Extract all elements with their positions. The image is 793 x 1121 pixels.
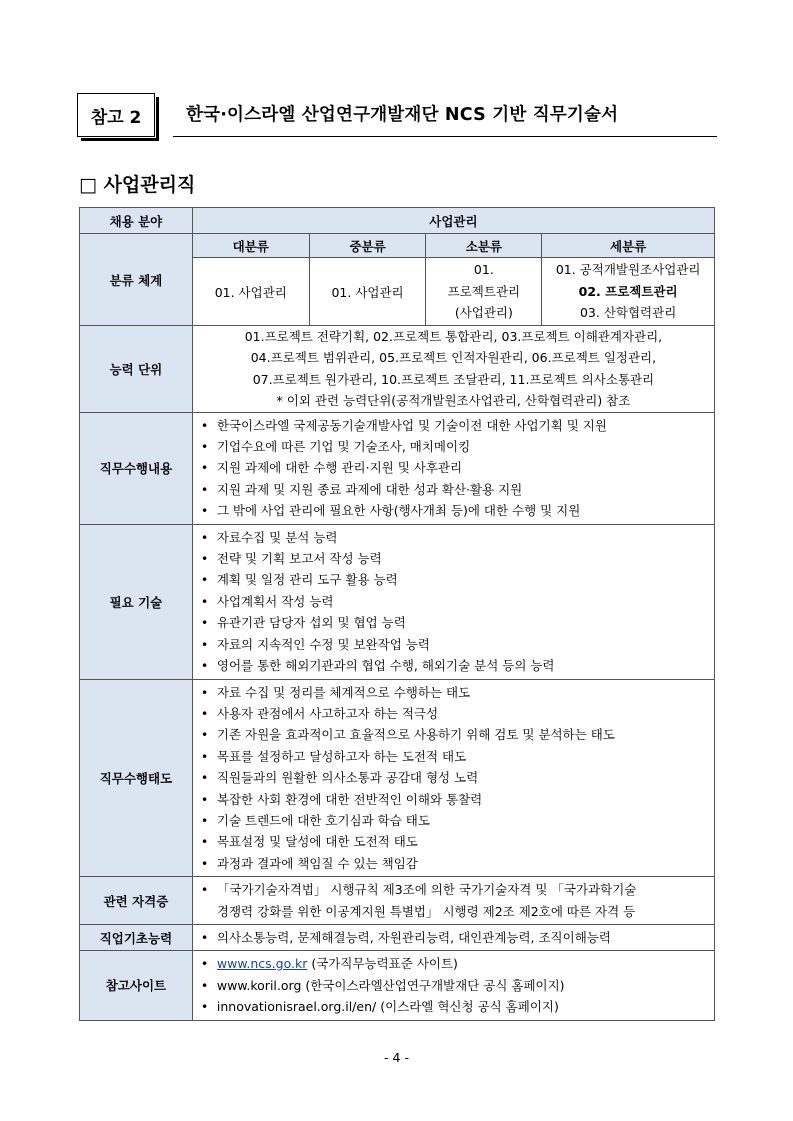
classification-header-row: [80, 234, 715, 258]
list-item: • 복잡한 사회 환경에 대한 전반적인 이해와 통찰력: [200, 791, 483, 807]
list-item: • 목표설정 및 달성에 대한 도전적 태도: [200, 834, 418, 850]
attitude-label: 직무수행태도: [80, 679, 193, 877]
cert-row: [80, 877, 715, 925]
list-item: • 직원들과의 원활한 의사소통과 공감대 형성 노력: [200, 770, 479, 786]
cert-label: 관련 자격증: [80, 877, 193, 925]
skills-label: 필요 기술: [80, 524, 193, 679]
list-item: • 과정과 결과에 책임질 수 있는 책임감: [200, 855, 418, 871]
list-item: • 지원 과제 및 지원 종료 과제에 대한 성과 확산·활용 지원: [200, 481, 523, 497]
basic-ability-value: [192, 924, 714, 950]
page-number: - 4 -: [384, 1050, 409, 1065]
class-middle-value: 01. 사업관리: [309, 258, 426, 326]
duty-list: [192, 412, 714, 524]
duty-row: [80, 412, 715, 524]
list-item: • 의사소통능력, 문제해결능력, 자원관리능력, 대인관계능력, 조직이해능력: [200, 929, 611, 945]
job-description-table: [79, 207, 715, 1021]
list-item: • 그 밖에 사업 관리에 필요한 사항(행사개최 등)에 대한 수행 및 지원: [200, 503, 581, 519]
reference-label: 참고사이트: [80, 951, 193, 1020]
list-item: • 기업수요에 따른 기업 및 기술조사, 매치메이킹: [200, 439, 471, 455]
field-value: 사업관리: [192, 208, 714, 234]
list-item: • 기술 트렌드에 대한 호기심과 학습 태도: [200, 812, 430, 828]
attitude-row: [80, 679, 715, 877]
basic-ability-label: 직업기초능력: [80, 924, 193, 950]
list-item: • 사용자 관점에서 사고하고자 하는 적극성: [200, 705, 439, 721]
class-minor-value: 01. 프로젝트관리 (사업관리): [426, 258, 542, 326]
ncs-link[interactable]: www.ncs.go.kr: [216, 956, 308, 972]
list-item: • 계획 및 일정 관리 도구 활용 능력: [200, 572, 398, 588]
class-header-minor: 소분류: [426, 234, 542, 258]
list-item: • 전략 및 기획 보고서 작성 능력: [200, 551, 382, 567]
list-item: • 자료의 지속적인 수정 및 보완작업 능력: [200, 636, 430, 652]
duty-label: 직무수행내용: [80, 412, 193, 524]
class-major-value: 01. 사업관리: [192, 258, 309, 326]
reference-badge: 참고 2: [77, 93, 155, 137]
class-header-middle: 중분류: [309, 234, 426, 258]
list-item: 경쟁력 강화를 위한 이공계지원 특별법」 시행령 제2조 제2호에 따른 자격 등: [216, 903, 636, 919]
class-header-major: 대분류: [192, 234, 309, 258]
list-item: • 자료 수집 및 정리를 체계적으로 수행하는 태도: [200, 684, 471, 700]
skills-row: [80, 524, 715, 679]
innovation-israel-link[interactable]: innovationisrael.org.il/en/: [216, 999, 377, 1015]
ability-row: [80, 326, 715, 413]
koril-link[interactable]: www.koril.org: [216, 977, 302, 993]
list-item: • 자료수집 및 분석 능력: [200, 529, 338, 545]
classification-label: 분류 체계: [80, 234, 193, 326]
title-underline: [173, 136, 717, 137]
cert-value: [192, 877, 714, 925]
list-item: • 「국가기술자격법」 시행규칙 제3조에 의한 국가기술자격 및 「국가과학기술: [200, 882, 637, 898]
attitude-list: [192, 679, 714, 877]
list-item: • www.ncs.go.kr (국가직무능력표준 사이트): [200, 956, 458, 972]
list-item: • 영어를 통한 해외기관과의 협업 수행, 해외기술 분석 등의 능력: [200, 658, 555, 674]
class-detail-value: 01. 공적개발원조사업관리 02. 프로젝트관리 03. 산학협력관리: [542, 258, 715, 326]
list-item: • 사업계획서 작성 능력: [200, 593, 334, 609]
basic-ability-row: [80, 924, 715, 950]
field-row: [80, 208, 715, 234]
list-item: • 지원 과제에 대한 수행 관리·지원 및 사후관리: [200, 460, 463, 476]
reference-list: [192, 951, 714, 1020]
list-item: • 유관기관 담당자 섭외 및 협업 능력: [200, 615, 406, 631]
list-item: • innovationisrael.org.il/en/ (이스라엘 혁신청 공식 홈페이지): [200, 999, 559, 1015]
section-title: □ 사업관리직: [79, 174, 196, 196]
document-title: 한국·이스라엘 산업연구개발재단 NCS 기반 직무기술서: [186, 105, 619, 125]
list-item: • 기존 자원을 효과적이고 효율적으로 사용하기 위해 검토 및 분석하는 태도: [200, 727, 615, 743]
list-item: • 한국이스라엘 국제공동기술개발사업 및 기술이전 대한 사업기획 및 지원: [200, 417, 607, 433]
list-item: • www.koril.org (한국이스라엘산업연구개발재단 공식 홈페이지): [200, 977, 565, 993]
ability-label: 능력 단위: [80, 326, 193, 413]
list-item: • 목표를 설정하고 달성하고자 하는 도전적 태도: [200, 748, 467, 764]
reference-row: [80, 951, 715, 1020]
ability-units: 01.프로젝트 전략기획, 02.프로젝트 통합관리, 03.프로젝트 이해관계자관리, 04.프로젝트 범위관리, 05.프로젝트 인적자원관리, 06.프로젝트 일정관리, 07.프로젝트 원가관리, 10.프로젝트 조달관리, 11.프로젝트 의사소통관리 * 이외 관련 능력단위(공적개발원조사업관리, 산학협력관리) 참조: [192, 326, 714, 413]
class-header-detail: 세분류: [542, 234, 715, 258]
field-label: 채용 분야: [80, 208, 193, 234]
skills-list: [192, 524, 714, 679]
